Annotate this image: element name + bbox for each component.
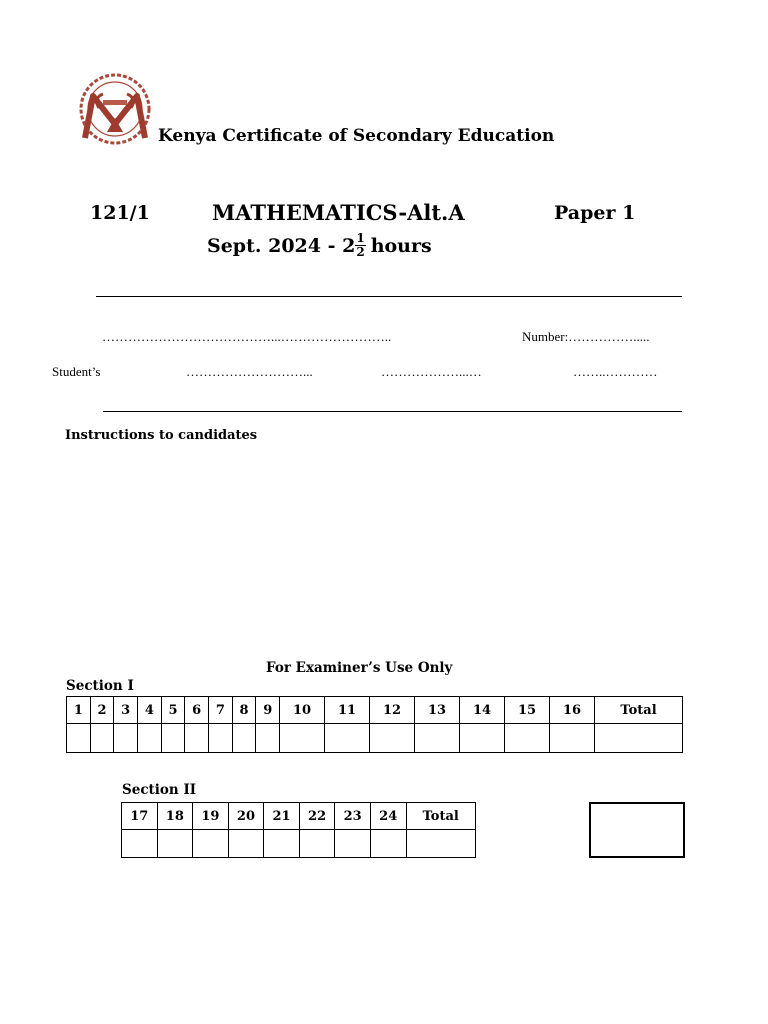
mark-cell[interactable] (370, 830, 406, 858)
header-cell: 10 (280, 697, 325, 724)
name-dots: …………………………………...…………………….. (102, 329, 392, 344)
header-cell: 3 (114, 697, 138, 724)
table-header-row (122, 803, 476, 830)
mark-cell[interactable] (161, 724, 185, 753)
hours-label: hours (370, 234, 432, 257)
grand-total-box[interactable] (589, 802, 685, 858)
header-cell: 14 (460, 697, 505, 724)
header-cell-total: Total (595, 697, 683, 724)
header-cell: 24 (370, 803, 406, 830)
section-1-marks-table (66, 696, 683, 753)
mark-cell[interactable] (264, 830, 300, 858)
date-dots: ……..………… (573, 364, 658, 379)
header-cell: 18 (157, 803, 193, 830)
mark-cell[interactable] (122, 830, 158, 858)
divider-bottom (103, 411, 682, 412)
mark-cell[interactable] (67, 724, 91, 753)
mark-cell[interactable] (228, 830, 264, 858)
mark-cell[interactable] (209, 724, 233, 753)
mark-cell[interactable] (325, 724, 370, 753)
paper-number: Paper 1 (554, 202, 636, 224)
subject-title: MATHEMATICS-Alt.A (212, 200, 465, 225)
header-cell: 17 (122, 803, 158, 830)
mark-cell[interactable] (370, 724, 415, 753)
header-cell: 11 (325, 697, 370, 724)
header-cell: 7 (209, 697, 233, 724)
mark-cell[interactable] (114, 724, 138, 753)
signature-dots: ………………………... (186, 364, 313, 379)
examiner-use-title: For Examiner’s Use Only (266, 660, 453, 676)
mark-cell[interactable] (460, 724, 505, 753)
fraction-numerator: 1 (356, 231, 365, 245)
mark-cell[interactable] (138, 724, 162, 753)
mark-cell[interactable] (157, 830, 193, 858)
header-cell: 15 (505, 697, 550, 724)
date-prefix: Sept. 2024 - 2 (207, 234, 356, 257)
header-cell: 20 (228, 803, 264, 830)
paper-code: 121/1 (90, 202, 150, 224)
mark-cell[interactable] (193, 830, 229, 858)
mark-cell[interactable] (505, 724, 550, 753)
mark-cell[interactable] (415, 724, 460, 753)
exam-board-title: Kenya Certificate of Secondary Education (158, 126, 555, 146)
mark-cell[interactable] (280, 724, 325, 753)
header-cell: 5 (161, 697, 185, 724)
header-cell: 6 (185, 697, 209, 724)
header-cell: 16 (550, 697, 595, 724)
header-cell: 4 (138, 697, 162, 724)
students-label: Student’s (52, 364, 101, 379)
header-cell: 9 (256, 697, 280, 724)
mark-cell[interactable] (90, 724, 114, 753)
mark-cell[interactable] (299, 830, 335, 858)
mark-cell[interactable] (335, 830, 371, 858)
half-fraction (355, 232, 365, 259)
mark-cell[interactable] (232, 724, 256, 753)
marks-entry-row (122, 830, 476, 858)
header-cell: 23 (335, 803, 371, 830)
header-cell: 8 (232, 697, 256, 724)
header-cell: 12 (370, 697, 415, 724)
mark-cell[interactable] (185, 724, 209, 753)
section-2-marks-table (121, 802, 476, 858)
table-header-row (67, 697, 683, 724)
number-label: Number:……………..... (522, 329, 650, 344)
header-cell-total: Total (406, 803, 476, 830)
header-cell: 2 (90, 697, 114, 724)
instructions-title: Instructions to candidates (65, 428, 258, 443)
header-cell: 13 (415, 697, 460, 724)
mark-cell[interactable] (550, 724, 595, 753)
header-cell: 1 (67, 697, 91, 724)
school-logo (77, 72, 153, 146)
total-cell[interactable] (595, 724, 683, 753)
fraction-denominator: 2 (356, 245, 365, 259)
section-2-label: Section II (122, 782, 197, 798)
header-cell: 21 (264, 803, 300, 830)
date-duration (207, 232, 432, 259)
divider-top (96, 296, 682, 297)
section-1-label: Section I (66, 678, 134, 694)
adm-dots: ………………...… (381, 364, 482, 379)
header-cell: 22 (299, 803, 335, 830)
mark-cell[interactable] (256, 724, 280, 753)
header-cell: 19 (193, 803, 229, 830)
marks-entry-row (67, 724, 683, 753)
total-cell[interactable] (406, 830, 476, 858)
